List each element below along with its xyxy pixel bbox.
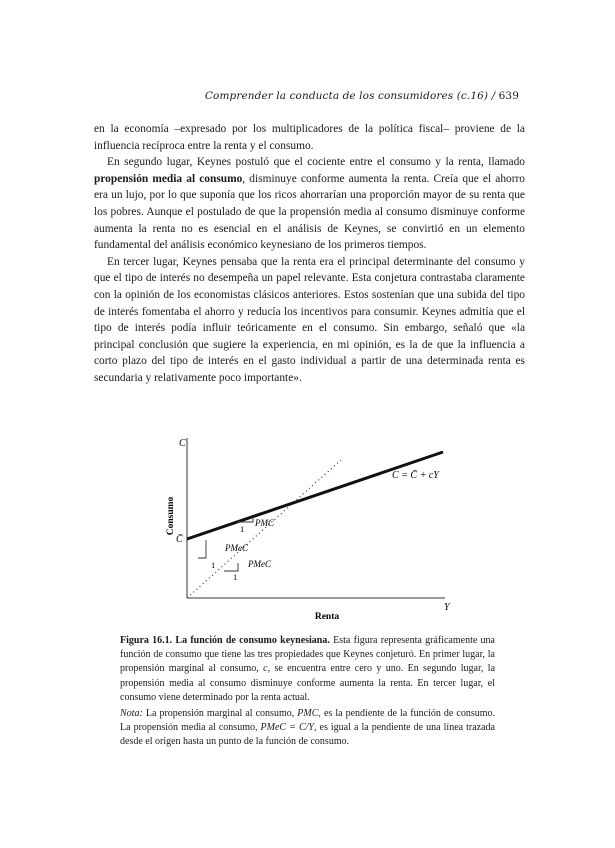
caption-title: Figura 16.1. La función de consumo keynesiana. bbox=[120, 635, 330, 646]
caption-text-2: , se encuentra entre cero y uno. En segundo lugar, la propensión media al consumo disminuye conforme aumenta la renta. En tercer lugar, el consumo viene determinado por la renta actual. bbox=[120, 663, 496, 703]
x-axis-label: Renta bbox=[314, 612, 340, 622]
caption-note bbox=[120, 707, 495, 750]
function-label: C = C̄ + cY bbox=[392, 470, 439, 481]
y-axis-label: Consumo bbox=[166, 496, 176, 536]
paragraph-1: en la economía –expresado por los multiplicadores de la política fiscal– proviene de la influencia recíproca entre la renta y el consumo. bbox=[94, 123, 525, 152]
pmc-one: 1 bbox=[240, 524, 245, 534]
figure-consumption-function bbox=[165, 430, 455, 630]
pmec-one-1: 1 bbox=[211, 560, 216, 570]
caption-c-var: c bbox=[263, 663, 268, 675]
average-ray bbox=[187, 460, 341, 598]
intercept-label: C̄ bbox=[176, 534, 183, 545]
caption-body bbox=[120, 634, 495, 705]
note-label: Nota: bbox=[120, 708, 143, 720]
paragraph-3: En tercer lugar, Keynes pensaba que la renta era el principal determinante del consumo y que el tipo de interés no desempeña un papel relevante. Esta conjetura contrastaba claramente con la opinión de los economistas clásicos anteriores. Estos sostenían que una subida del tipo de interés fomentaba el ahorro y reducía los incentivos para consumir. Keynes admitía que el tipo de interés podía influir teóricamente en el consumo. Sin embargo, señaló que «la principal conclusión que sugiere la experiencia, en mi opinión, es la de que la influencia a corto plazo del tipo de interés en el gasto individual a partir de una determinada renta es secundaria y relativamente poco importante». bbox=[94, 255, 525, 384]
consumption-chart bbox=[165, 430, 455, 630]
note-b: , es la pendiente de la función de consumo. La propensión media al consumo, bbox=[120, 708, 495, 734]
note-c: , es igual a la pendiente de una línea trazada desde el origen hasta un punto de la función de consumo. bbox=[120, 722, 495, 748]
pmec-triangle-2 bbox=[224, 563, 238, 571]
y-axis-letter: C bbox=[179, 438, 186, 449]
note-pmc: PMC bbox=[297, 708, 319, 720]
caption-text: Esta figura representa gráficamente una función de consumo que tiene las tres propiedades que Keynes conjeturó. En primer lugar, la propensión marginal al consumo, bbox=[120, 635, 495, 675]
pmec-label-2: PMeC bbox=[248, 559, 271, 569]
note-a: La propensión marginal al consumo, bbox=[142, 708, 298, 720]
figure-caption bbox=[120, 634, 495, 750]
pmec-label-1: PMeC bbox=[225, 543, 248, 553]
note-formula: PMeC = C/Y bbox=[260, 722, 314, 734]
key-term: propensión media al consumo bbox=[94, 172, 243, 185]
running-separator: / bbox=[491, 90, 496, 102]
paragraph-2-end: , disminuye conforme aumenta la renta. Creía que el ahorro era un lujo, por lo que suponía que los ricos ahorrarían una proporción mayor de su renta que los pobres. Aunque el postulado de que la propensión media al consumo disminuye conforme aumenta la renta no es esencial en el análisis de Keynes, se convirtió en un elemento fundamental del análisis económico keynesiano de los primeros tiempos. bbox=[94, 172, 525, 252]
page-number: 639 bbox=[498, 90, 519, 102]
pmc-label: PMC bbox=[255, 518, 274, 528]
pmec-triangle-1 bbox=[198, 540, 206, 558]
running-title: Comprender la conducta de los consumidores (c.16) bbox=[204, 90, 489, 102]
body-text bbox=[94, 121, 525, 387]
pmec-one-2: 1 bbox=[233, 572, 238, 582]
paragraph-2-start: En segundo lugar, Keynes postuló que el cociente entre el consumo y la renta, llamado bbox=[107, 156, 525, 169]
paragraph-2 bbox=[94, 154, 525, 254]
x-axis-letter: Y bbox=[444, 602, 450, 613]
consumption-function-line bbox=[187, 452, 443, 539]
running-head bbox=[205, 90, 519, 102]
